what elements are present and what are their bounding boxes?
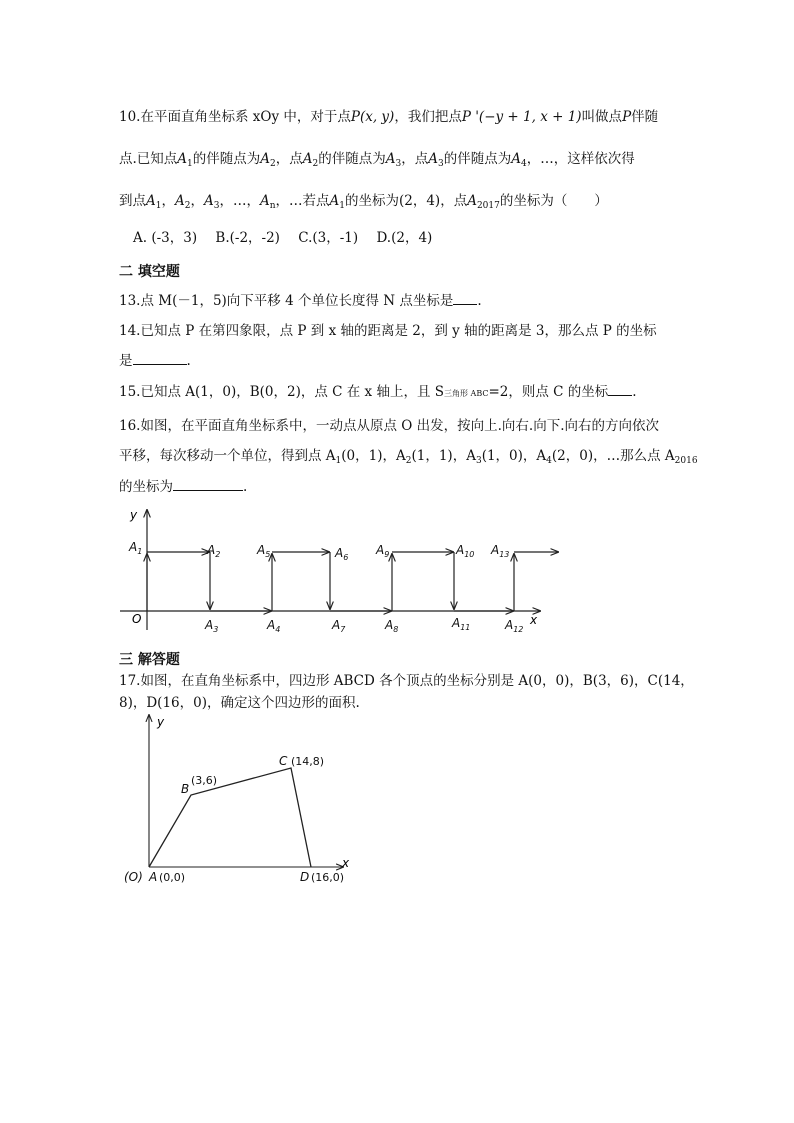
sub: 1 — [335, 456, 342, 466]
q10-line-1 — [119, 108, 658, 126]
y-axis-label: y — [130, 508, 138, 522]
label-a4: $A_4$ — [267, 618, 281, 634]
var-a: A — [329, 193, 340, 209]
var-a: A — [146, 193, 156, 209]
q15 — [119, 383, 637, 403]
label-a1: $A_1$ — [129, 540, 143, 556]
section-heading-solve: 三 解答题 — [119, 652, 180, 668]
q17-line-2: 8)，D(16，0)，确定这个四边形的面积. — [119, 695, 360, 711]
q16-line-3 — [119, 478, 247, 496]
answer-blank[interactable] — [453, 292, 477, 305]
var-a: A — [302, 151, 313, 167]
label-a: A — [149, 870, 158, 884]
answer-blank[interactable] — [133, 352, 187, 365]
quadrilateral-figure — [118, 712, 368, 892]
q10-text: 10.在平面直角坐标系 xOy 中，对于点 — [119, 109, 351, 125]
sub: 2 — [312, 159, 319, 169]
section-heading-fill: 二 填空题 — [119, 264, 180, 280]
q16-text: (1，1)，A — [411, 448, 476, 464]
y-axis-label: y — [157, 715, 165, 729]
path-figure — [115, 505, 560, 635]
q16-text: (2，0)，…那么点 A — [551, 448, 675, 464]
q14-text: 是 — [119, 353, 133, 369]
var-a: A — [467, 193, 477, 209]
q10-text: 的伴随点为 — [443, 151, 512, 167]
q10-text: 的伴随点为 — [318, 151, 386, 167]
step-path — [147, 552, 558, 611]
q16-text: 平移，每次移动一个单位，得到点 A — [119, 448, 336, 464]
sub: 3 — [213, 201, 220, 211]
q10-text: 的坐标为（ ） — [499, 193, 608, 209]
q10-text: ，…若点 — [275, 193, 330, 209]
var-a: A — [385, 151, 396, 167]
q15-subscript: 三角形 ABC — [444, 389, 489, 398]
label-a-coord: (0,0) — [159, 871, 186, 884]
label-a3: $A_3$ — [205, 618, 219, 634]
q14-line-2 — [119, 352, 191, 370]
q13 — [119, 292, 482, 310]
sub: 2 — [184, 201, 191, 211]
var-a: A — [259, 193, 270, 209]
label-o: (O) — [124, 870, 143, 884]
sub: 4 — [546, 456, 552, 466]
var-a: A — [177, 151, 188, 167]
sub: 3 — [437, 159, 444, 169]
var-a: A — [203, 193, 214, 209]
q10-line-3 — [119, 192, 608, 210]
label-a12: $A_{12}$ — [505, 618, 524, 634]
var-a: A — [174, 193, 185, 209]
label-a13: $A_{13}$ — [491, 543, 510, 559]
q16-line-1: 16.如图，在平面直角坐标系中，一动点从原点 O 出发，按向上.向右.向下.向右的方向依次 — [119, 418, 659, 434]
label-b: B — [181, 782, 190, 796]
q10-text: 伴随 — [631, 109, 659, 125]
option-a[interactable]: A. (-3，3) — [133, 230, 198, 246]
ellipsis: … — [232, 193, 247, 209]
option-c[interactable]: C.(3，-1) — [298, 230, 359, 246]
q10-text: ，我们把点 — [394, 109, 462, 125]
var-a: A — [260, 151, 271, 167]
q15-text: 15.已知点 A(1，0)，B(0，2)，点 C 在 x 轴上，且 S — [119, 384, 445, 400]
sep: ， — [190, 193, 204, 209]
sub: 1 — [187, 159, 193, 169]
q16-line-2 — [119, 447, 698, 465]
sub: 4 — [520, 159, 527, 169]
q14-end: . — [186, 353, 191, 369]
sub: 3 — [395, 159, 402, 169]
q10-line-2 — [119, 150, 635, 168]
x-axis-label: x — [530, 613, 538, 627]
var-p-prime: P ' — [461, 109, 479, 125]
q15-text: =2，则点 C 的坐标 — [488, 384, 609, 400]
quadrilateral-abcd — [149, 768, 311, 867]
origin-label: O — [132, 612, 142, 626]
q13-text: 13.点 M(－1，5)向下平移 4 个单位长度得 N 点坐标是 — [119, 293, 454, 309]
var-a: A — [511, 151, 521, 167]
answer-blank[interactable] — [173, 478, 243, 491]
label-a5: $A_5$ — [257, 543, 271, 559]
sub: 2017 — [476, 201, 500, 211]
label-a7: $A_7$ — [332, 618, 346, 634]
label-a11: $A_{11}$ — [452, 616, 471, 632]
q10-text: ，点 — [401, 151, 429, 167]
q10-text: 到点 — [119, 193, 146, 209]
label-d: D — [300, 870, 310, 884]
q10-text: 的坐标为(2，4)，点 — [344, 193, 468, 209]
label-a8: $A_8$ — [385, 618, 399, 634]
q10-text: 的伴随点为 — [192, 151, 261, 167]
q10-options — [133, 229, 446, 247]
label-a9: $A_9$ — [376, 543, 390, 559]
q16-text: (1，0)，A — [481, 448, 547, 464]
q10-text: ，点 — [275, 151, 303, 167]
point-labels — [128, 540, 523, 634]
option-b[interactable]: B.(-2，-2) — [215, 230, 280, 246]
q10-text: ，…，这样依次得 — [526, 151, 635, 167]
q13-end: . — [477, 293, 482, 309]
q17-line-1: 17.如图，在直角坐标系中，四边形 ABCD 各个顶点的坐标分别是 A(0，0)，B(3，6)，C(14， — [119, 673, 694, 689]
q16-end: . — [243, 479, 248, 495]
label-a2: $A_2$ — [207, 543, 221, 559]
q16-text: 的坐标为 — [119, 479, 173, 495]
var-a: A — [428, 151, 438, 167]
label-a10: $A_{10}$ — [456, 543, 475, 559]
option-d[interactable]: D.(2，4) — [376, 230, 433, 246]
p-args: (x, y) — [359, 109, 395, 125]
var-p: P — [350, 109, 360, 125]
sub: n — [269, 201, 276, 211]
sep: ， — [161, 193, 175, 209]
sub: 3 — [475, 456, 482, 466]
sub: 1 — [155, 201, 162, 211]
label-c-coord: (14,8) — [291, 755, 325, 768]
q16-text: (0，1)，A — [341, 448, 406, 464]
sub: 2 — [270, 159, 276, 169]
var-p: P — [622, 109, 632, 125]
q10-text: 点.已知点 — [119, 151, 178, 167]
sub: 2 — [405, 456, 412, 466]
x-axis-label: x — [342, 856, 350, 870]
label-a6: $A_6$ — [335, 546, 349, 562]
sep: ， — [246, 193, 260, 209]
p-prime-args: (−y + 1, x + 1) — [478, 109, 582, 125]
q14-line-1: 14.已知点 P 在第四象限，点 P 到 x 轴的距离是 2，到 y 轴的距离是 3，那么点 P 的坐标 — [119, 323, 657, 339]
answer-blank[interactable] — [608, 383, 632, 396]
label-b-coord: (3,6) — [191, 774, 218, 787]
q10-text: 叫做点 — [581, 109, 623, 125]
label-d-coord: (16,0) — [311, 871, 345, 884]
sep: ， — [219, 193, 233, 209]
sub: 1 — [339, 201, 345, 211]
sub: 2016 — [674, 456, 698, 466]
label-c: C — [279, 754, 288, 768]
q15-end: . — [632, 384, 637, 400]
